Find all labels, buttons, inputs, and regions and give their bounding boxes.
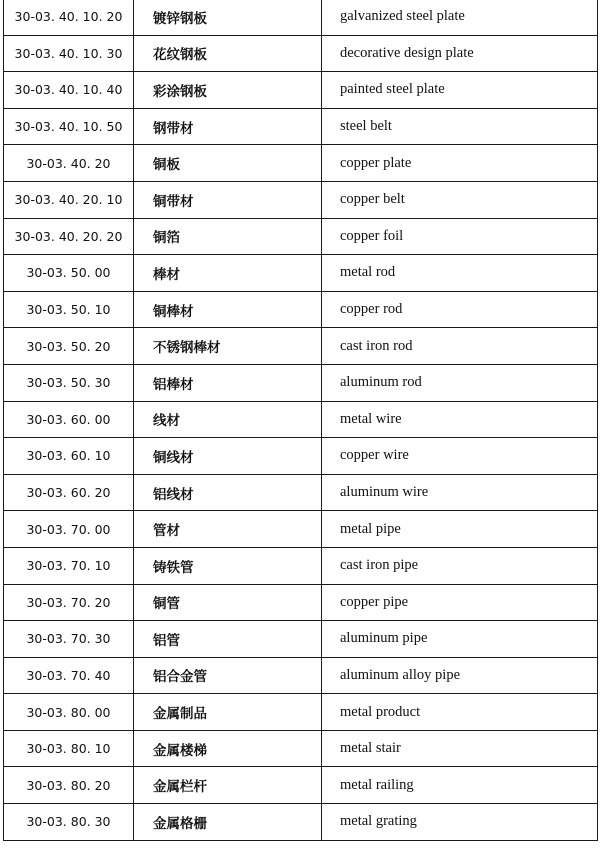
code-cell: 30-03. 50. 30 xyxy=(4,364,134,401)
english-term-cell: aluminum alloy pipe xyxy=(322,657,598,694)
english-term-cell: copper pipe xyxy=(322,584,598,621)
table-row xyxy=(4,474,598,511)
table-row xyxy=(4,730,598,767)
english-term-cell: copper wire xyxy=(322,438,598,475)
chinese-term-cell: 铜箔 xyxy=(134,218,322,255)
english-term-cell: aluminum pipe xyxy=(322,621,598,658)
table-row xyxy=(4,181,598,218)
code-cell: 30-03. 50. 20 xyxy=(4,328,134,365)
chinese-term-cell: 线材 xyxy=(134,401,322,438)
english-term-cell: copper rod xyxy=(322,291,598,328)
chinese-term-cell: 镀锌钢板 xyxy=(134,0,322,35)
chinese-term-cell: 不锈钢棒材 xyxy=(134,328,322,365)
table-row xyxy=(4,694,598,731)
code-cell: 30-03. 60. 20 xyxy=(4,474,134,511)
table-row xyxy=(4,438,598,475)
table-row xyxy=(4,511,598,548)
english-term-cell: copper belt xyxy=(322,181,598,218)
english-term-cell: steel belt xyxy=(322,108,598,145)
english-term-cell: painted steel plate xyxy=(322,72,598,109)
code-cell: 30-03. 80. 00 xyxy=(4,694,134,731)
code-cell: 30-03. 70. 10 xyxy=(4,547,134,584)
english-term-cell: galvanized steel plate xyxy=(322,0,598,35)
code-cell: 30-03. 40. 10. 30 xyxy=(4,35,134,72)
chinese-term-cell: 金属格栅 xyxy=(134,804,322,841)
terminology-table xyxy=(3,0,598,841)
chinese-term-cell: 铜管 xyxy=(134,584,322,621)
code-cell: 30-03. 80. 30 xyxy=(4,804,134,841)
chinese-term-cell: 棒材 xyxy=(134,255,322,292)
english-term-cell: decorative design plate xyxy=(322,35,598,72)
english-term-cell: metal wire xyxy=(322,401,598,438)
english-term-cell: copper foil xyxy=(322,218,598,255)
chinese-term-cell: 钢带材 xyxy=(134,108,322,145)
code-cell: 30-03. 40. 20. 20 xyxy=(4,218,134,255)
english-term-cell: metal product xyxy=(322,694,598,731)
chinese-term-cell: 管材 xyxy=(134,511,322,548)
english-term-cell: aluminum wire xyxy=(322,474,598,511)
code-cell: 30-03. 70. 30 xyxy=(4,621,134,658)
english-term-cell: aluminum rod xyxy=(322,364,598,401)
table-row xyxy=(4,0,598,35)
chinese-term-cell: 铜棒材 xyxy=(134,291,322,328)
english-term-cell: metal grating xyxy=(322,804,598,841)
table-row xyxy=(4,291,598,328)
english-term-cell: copper plate xyxy=(322,145,598,182)
table-row xyxy=(4,145,598,182)
code-cell: 30-03. 50. 10 xyxy=(4,291,134,328)
table-row xyxy=(4,108,598,145)
english-term-cell: metal stair xyxy=(322,730,598,767)
chinese-term-cell: 彩涂钢板 xyxy=(134,72,322,109)
chinese-term-cell: 铜板 xyxy=(134,145,322,182)
chinese-term-cell: 铸铁管 xyxy=(134,547,322,584)
chinese-term-cell: 铝棒材 xyxy=(134,364,322,401)
code-cell: 30-03. 60. 10 xyxy=(4,438,134,475)
table-row xyxy=(4,218,598,255)
code-cell: 30-03. 80. 10 xyxy=(4,730,134,767)
chinese-term-cell: 金属制品 xyxy=(134,694,322,731)
code-cell: 30-03. 40. 10. 40 xyxy=(4,72,134,109)
table-row xyxy=(4,401,598,438)
code-cell: 30-03. 40. 10. 50 xyxy=(4,108,134,145)
english-term-cell: cast iron rod xyxy=(322,328,598,365)
chinese-term-cell: 金属栏杆 xyxy=(134,767,322,804)
table-row xyxy=(4,804,598,841)
code-cell: 30-03. 70. 20 xyxy=(4,584,134,621)
code-cell: 30-03. 80. 20 xyxy=(4,767,134,804)
table-row xyxy=(4,35,598,72)
code-cell: 30-03. 40. 20 xyxy=(4,145,134,182)
chinese-term-cell: 铝线材 xyxy=(134,474,322,511)
code-cell: 30-03. 40. 10. 20 xyxy=(4,0,134,35)
code-cell: 30-03. 40. 20. 10 xyxy=(4,181,134,218)
code-cell: 30-03. 70. 00 xyxy=(4,511,134,548)
table-row xyxy=(4,621,598,658)
chinese-term-cell: 铜线材 xyxy=(134,438,322,475)
chinese-term-cell: 花纹钢板 xyxy=(134,35,322,72)
chinese-term-cell: 铜带材 xyxy=(134,181,322,218)
code-cell: 30-03. 60. 00 xyxy=(4,401,134,438)
table-row xyxy=(4,72,598,109)
code-cell: 30-03. 70. 40 xyxy=(4,657,134,694)
table-row xyxy=(4,767,598,804)
table-row xyxy=(4,547,598,584)
table-row xyxy=(4,328,598,365)
english-term-cell: metal railing xyxy=(322,767,598,804)
chinese-term-cell: 金属楼梯 xyxy=(134,730,322,767)
table-row xyxy=(4,657,598,694)
chinese-term-cell: 铝管 xyxy=(134,621,322,658)
english-term-cell: metal rod xyxy=(322,255,598,292)
table-row xyxy=(4,255,598,292)
code-cell: 30-03. 50. 00 xyxy=(4,255,134,292)
english-term-cell: metal pipe xyxy=(322,511,598,548)
table-row xyxy=(4,364,598,401)
terminology-table-body xyxy=(4,0,598,840)
table-row xyxy=(4,584,598,621)
chinese-term-cell: 铝合金管 xyxy=(134,657,322,694)
document-page xyxy=(3,0,597,865)
english-term-cell: cast iron pipe xyxy=(322,547,598,584)
